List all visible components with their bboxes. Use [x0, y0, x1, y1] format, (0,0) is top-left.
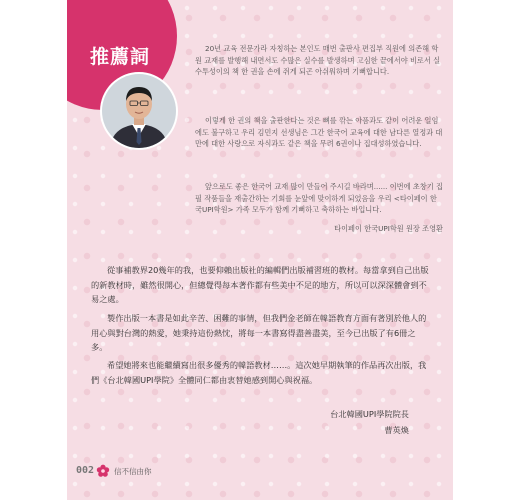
- korean-paragraph-1: 20년 교육 전문가라 자칭하는 본인도 매번 출판사 편집부 직원에 의존해 학원 교재를 발행해 내면서도 수많은 실수를 발생하며 고심한 끝에서야 비로서 실수투성이의 책 한 권을 손에 쥐게 되곤 아쉬워하며 기뻐합니다.: [195, 44, 441, 77]
- author-portrait: [102, 74, 176, 148]
- chinese-signature-name: 曹英煥: [384, 425, 409, 435]
- chinese-paragraph-3: 希望她將來也能繼續寫出很多優秀的韓語教材……。這次她早期執筆的作品再次出版，我們《台北韓國UPI學院》全體同仁都由衷替她感到開心與祝福。: [91, 360, 427, 385]
- korean-signature: 타이페이 한국UPI학원 원장 조영환: [334, 224, 443, 233]
- page-number: 002: [76, 465, 95, 476]
- korean-paragraph-2: 이렇게 한 권의 책을 출판한다는 것은 뼈를 깎는 아픔과도 같이 어려운 일임에도 불구하고 우리 김민지 선생님은 그간 한국어 교육에 대한 남다른 열정과 대만에 대한 사랑으로 자식과도 같은 책을 무려 6권이나 집대성하였습니다.: [195, 116, 443, 149]
- footer-brand: 信不信由你: [114, 467, 152, 476]
- page-title: 推薦詞: [89, 46, 150, 68]
- flower-icon: [96, 463, 110, 477]
- korean-paragraph-3: 앞으로도 좋은 한국어 교재 많이 만들어 주시길 바라며...... 이번에 초창기 집필 작품들을 재출간하는 기회를 눈앞에 맞이하게 되었음을 우리 <타이페이 한국UPI학원> 가족 모두가 함께 기뻐하고 축하하는 바입니다.: [195, 182, 443, 215]
- chinese-signature-title: 台北韓國UPI學院院長: [330, 409, 409, 419]
- chinese-paragraph-2: 製作出版一本書是如此辛苦、困難的事情，但我們金老師在韓語教育方面有著別於他人的用心與對台灣的熱愛，她秉持這份熱忱，將每一本書寫得盡善盡美，至今已出版了有6冊之多。: [91, 313, 427, 352]
- document-page: [67, 0, 453, 500]
- chinese-paragraph-1: 從事補教界20幾年的我，也要仰賴出版社的編輯們出版補習班的教材。每當拿到自己出版的新教材時，雖然很開心，但總覺得每本著作都有些美中不足的地方，所以可以深深體會到不易之處。: [91, 265, 429, 304]
